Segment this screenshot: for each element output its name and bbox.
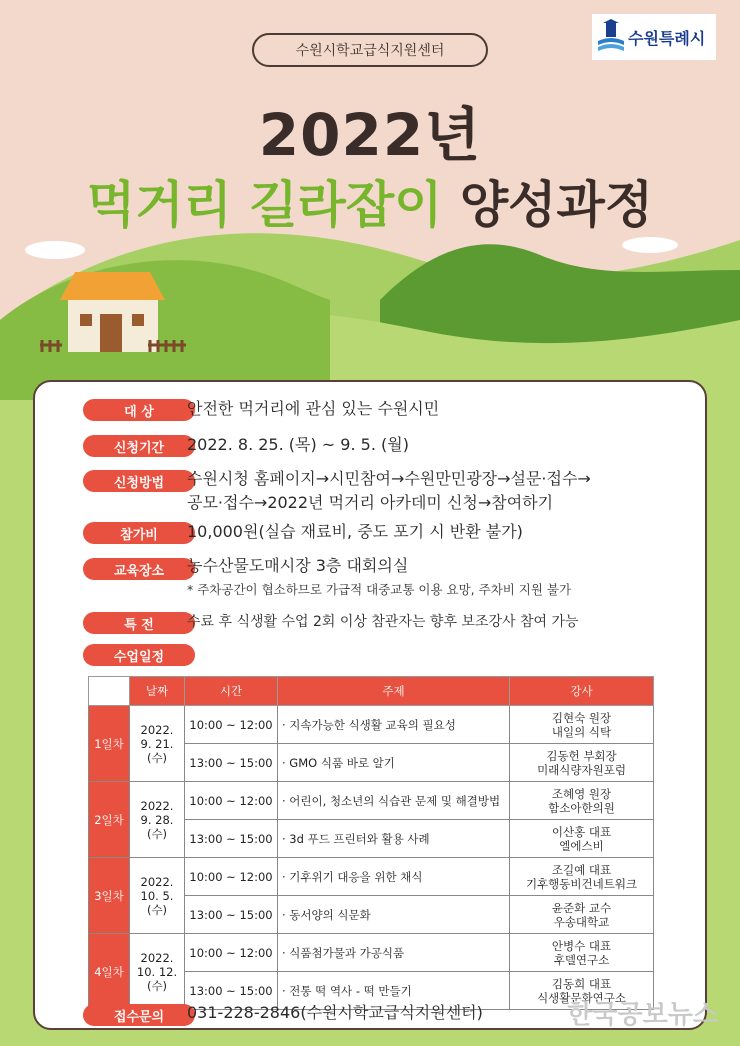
- header-time: 시간: [185, 677, 278, 706]
- day-cell: 3일차: [89, 858, 130, 934]
- header-instructor: 강사: [510, 677, 654, 706]
- table-row: [89, 706, 654, 744]
- instructor-cell: 김동희 대표 식생활문화연구소: [510, 972, 654, 1010]
- value-venue-main: 농수산물도매시장 3층 대회의실: [187, 556, 409, 575]
- table-corner: [89, 677, 130, 706]
- topic-cell: · GMO 식품 바로 알기: [278, 744, 510, 782]
- city-logo-icon: [598, 19, 624, 55]
- label-contact: 접수문의: [83, 1004, 195, 1026]
- instructor-cell: 김현숙 원장 내일의 식탁: [510, 706, 654, 744]
- date-cell: 2022. 9. 21. (수): [130, 706, 185, 782]
- topic-cell: · 3d 푸드 프린터와 활용 사례: [278, 820, 510, 858]
- topic-cell: · 어린이, 청소년의 식습관 문제 및 해결방법: [278, 782, 510, 820]
- title-dark: 양성과정: [459, 176, 654, 234]
- instructor-cell: 조혜영 원장 함소아한의원: [510, 782, 654, 820]
- time-cell: 10:00 ~ 12:00: [185, 706, 278, 744]
- header-date: 날짜: [130, 677, 185, 706]
- day-cell: 1일차: [89, 706, 130, 782]
- topic-cell: · 지속가능한 식생활 교육의 필요성: [278, 706, 510, 744]
- table-header-row: [89, 677, 654, 706]
- instructor-cell: 윤준화 교수 우송대학교: [510, 896, 654, 934]
- time-cell: 10:00 ~ 12:00: [185, 934, 278, 972]
- value-contact: 031-228-2846(수원시학교급식지원센터): [187, 1003, 483, 1022]
- title-green: 먹거리 길라잡이: [86, 176, 443, 234]
- label-fee: 참가비: [83, 522, 195, 544]
- title-main: [0, 165, 740, 237]
- topic-cell: · 식품첨가물과 가공식품: [278, 934, 510, 972]
- time-cell: 13:00 ~ 15:00: [185, 972, 278, 1010]
- value-method: [187, 467, 591, 515]
- schedule-table: [88, 676, 654, 1010]
- watermark: 한국공보뉴스: [567, 1000, 718, 1030]
- value-venue-note: * 주차공간이 협소하므로 가급적 대중교통 이용 요망, 주차비 지원 불가: [187, 582, 572, 597]
- label-benefit: 특 전: [83, 612, 195, 634]
- time-cell: 13:00 ~ 15:00: [185, 820, 278, 858]
- day-cell: 2일차: [89, 782, 130, 858]
- day-cell: 4일차: [89, 934, 130, 1010]
- instructor-cell: 김동헌 부회장 미래식량자원포럼: [510, 744, 654, 782]
- topic-cell: · 동서양의 식문화: [278, 896, 510, 934]
- value-target: 안전한 먹거리에 관심 있는 수원시민: [187, 399, 440, 418]
- city-logo-text: 수원특례시: [628, 28, 706, 48]
- city-logo: [592, 14, 716, 60]
- topic-cell: · 기후위기 대응을 위한 채식: [278, 858, 510, 896]
- header-topic: 주제: [278, 677, 510, 706]
- value-benefit: 수료 후 식생활 수업 2회 이상 참관자는 향후 보조강사 참여 가능: [187, 614, 579, 630]
- label-target: 대 상: [83, 399, 195, 421]
- time-cell: 13:00 ~ 15:00: [185, 896, 278, 934]
- value-fee: 10,000원(실습 재료비, 중도 포기 시 반환 불가): [187, 522, 523, 541]
- instructor-cell: 안병수 대표 후델연구소: [510, 934, 654, 972]
- table-row: [89, 858, 654, 896]
- value-venue: [187, 554, 571, 602]
- value-method-line1: 수원시청 홈페이지→시민참여→수원만민광장→설문·접수→: [187, 469, 591, 488]
- label-period: 신청기간: [83, 435, 195, 457]
- value-method-line2: 공모·접수→2022년 먹거리 아카데미 신청→참여하기: [187, 493, 554, 512]
- value-period: 2022. 8. 25. (목) ~ 9. 5. (월): [187, 435, 409, 454]
- info-card: [33, 380, 707, 1030]
- instructor-cell: 이산홍 대표 엘에스비: [510, 820, 654, 858]
- date-cell: 2022. 10. 5. (수): [130, 858, 185, 934]
- table-row: [89, 782, 654, 820]
- date-cell: 2022. 9. 28. (수): [130, 782, 185, 858]
- date-cell: 2022. 10. 12. (수): [130, 934, 185, 1010]
- time-cell: 10:00 ~ 12:00: [185, 858, 278, 896]
- table-row: [89, 934, 654, 972]
- label-venue: 교육장소: [83, 558, 195, 580]
- title-year: 2022년: [258, 101, 482, 169]
- label-method: 신청방법: [83, 470, 195, 492]
- label-schedule: 수업일정: [83, 644, 195, 666]
- instructor-cell: 조길예 대표 기후행동비건네트워크: [510, 858, 654, 896]
- topic-cell: · 전통 떡 역사 - 떡 만들기: [278, 972, 510, 1010]
- org-badge: 수원시학교급식지원센터: [252, 33, 488, 67]
- time-cell: 13:00 ~ 15:00: [185, 744, 278, 782]
- time-cell: 10:00 ~ 12:00: [185, 782, 278, 820]
